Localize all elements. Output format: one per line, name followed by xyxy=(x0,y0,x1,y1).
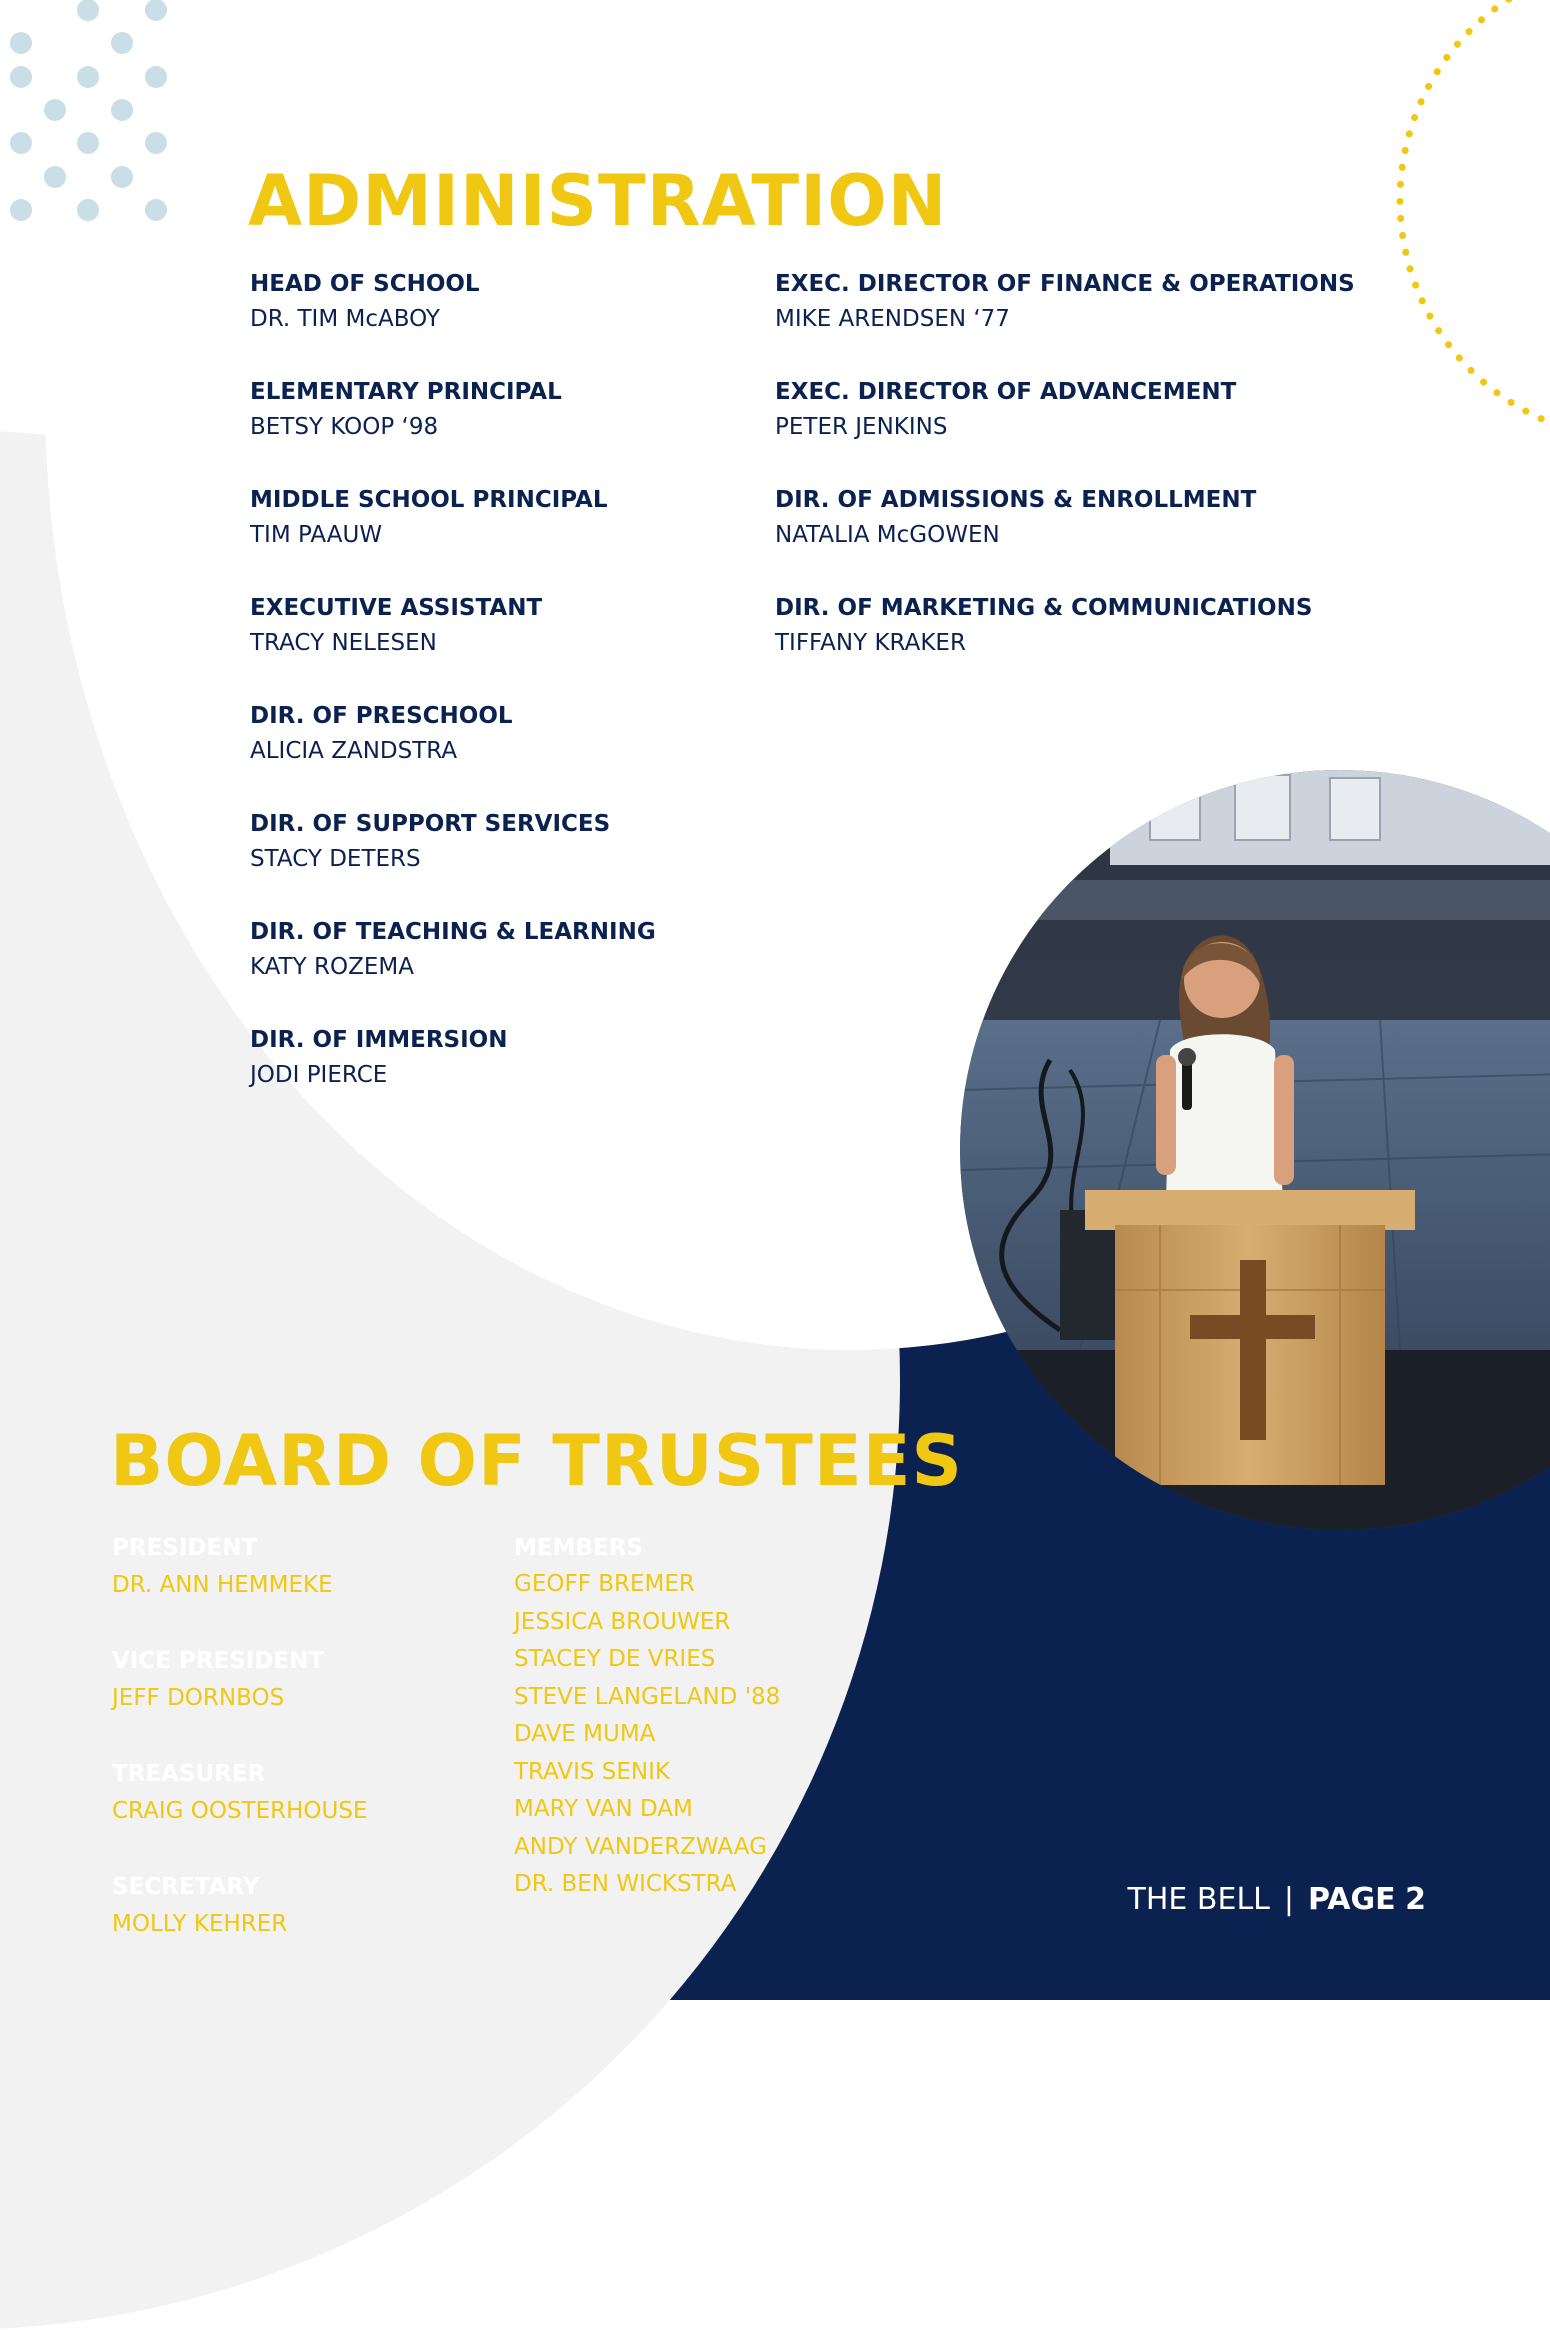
administration-title: ADMINISTRATION xyxy=(248,160,948,242)
member-name: TRAVIS SENIK xyxy=(514,1758,670,1785)
member-name: JESSICA BROUWER xyxy=(514,1608,731,1635)
officer-role: SECRETARY xyxy=(112,1874,260,1900)
member-name: GEOFF BREMER xyxy=(514,1571,695,1597)
officer-role: VICE PRESIDENT xyxy=(112,1648,325,1674)
staff-name: TIM PAAUW xyxy=(250,522,383,548)
staff-entry xyxy=(250,268,656,376)
staff-entry xyxy=(250,1024,656,1132)
members-heading: MEMBERS xyxy=(514,1535,644,1561)
board-members-column xyxy=(514,1530,780,1904)
dotted-ring-decoration xyxy=(1390,0,1550,460)
staff-entry xyxy=(250,376,656,484)
officer-role: PRESIDENT xyxy=(112,1535,258,1561)
member-name: DAVE MUMA xyxy=(514,1721,656,1747)
staff-name: PETER JENKINS xyxy=(775,414,948,440)
staff-name: JODI PIERCE xyxy=(250,1062,388,1088)
staff-entry xyxy=(775,592,1355,700)
board-of-trustees-title: BOARD OF TRUSTEES xyxy=(110,1420,963,1502)
officer-name: MOLLY KEHRER xyxy=(112,1911,288,1937)
staff-role: DIR. OF MARKETING & COMMUNICATIONS xyxy=(775,595,1313,621)
page-label: PAGE xyxy=(1308,1882,1396,1917)
staff-name: NATALIA McGOWEN xyxy=(775,522,1000,548)
page-footer xyxy=(1128,1882,1426,1917)
dot-pattern-decoration xyxy=(0,0,180,230)
board-officer-entry xyxy=(112,1530,368,1643)
staff-entry xyxy=(250,808,656,916)
staff-entry xyxy=(775,376,1355,484)
staff-role: DIR. OF PRESCHOOL xyxy=(250,703,513,729)
staff-entry xyxy=(250,916,656,1024)
staff-entry xyxy=(250,592,656,700)
administration-right-column xyxy=(775,268,1355,700)
board-officer-entry xyxy=(112,1756,368,1869)
staff-entry xyxy=(250,484,656,592)
staff-role: DIR. OF IMMERSION xyxy=(250,1027,508,1053)
staff-entry xyxy=(775,484,1355,592)
staff-role: EXEC. DIRECTOR OF ADVANCEMENT xyxy=(775,379,1237,405)
board-officer-entry xyxy=(112,1643,368,1756)
board-officers-column xyxy=(112,1530,368,1982)
staff-name: DR. TIM McABOY xyxy=(250,306,440,332)
member-name: DR. BEN WICKSTRA xyxy=(514,1871,737,1897)
staff-name: ALICIA ZANDSTRA xyxy=(250,738,458,764)
staff-name: STACY DETERS xyxy=(250,846,421,872)
officer-name: CRAIG OOSTERHOUSE xyxy=(112,1798,368,1824)
footer-separator: | xyxy=(1283,1882,1294,1917)
staff-name: TRACY NELESEN xyxy=(250,630,437,656)
staff-role: DIR. OF TEACHING & LEARNING xyxy=(250,919,656,945)
staff-role: ELEMENTARY PRINCIPAL xyxy=(250,379,562,405)
officer-role: TREASURER xyxy=(112,1761,266,1787)
staff-role: DIR. OF ADMISSIONS & ENROLLMENT xyxy=(775,487,1257,513)
officer-name: JEFF DORNBOS xyxy=(112,1685,285,1711)
board-officer-entry xyxy=(112,1869,368,1982)
administration-left-column xyxy=(250,268,656,1132)
staff-entry xyxy=(775,268,1355,376)
officer-name: DR. ANN HEMMEKE xyxy=(112,1572,333,1598)
staff-role: MIDDLE SCHOOL PRINCIPAL xyxy=(250,487,608,513)
staff-name: TIFFANY KRAKER xyxy=(775,630,966,656)
staff-role: EXECUTIVE ASSISTANT xyxy=(250,595,543,621)
staff-name: MIKE ARENDSEN ‘77 xyxy=(775,306,1010,332)
staff-entry xyxy=(250,700,656,808)
publication-name: THE BELL xyxy=(1127,1882,1270,1917)
page-number: 2 xyxy=(1405,1882,1426,1917)
staff-role: EXEC. DIRECTOR OF FINANCE & OPERATIONS xyxy=(775,271,1355,297)
member-name: ANDY VANDERZWAAG xyxy=(514,1833,767,1860)
staff-name: BETSY KOOP ‘98 xyxy=(250,414,439,440)
staff-role: DIR. OF SUPPORT SERVICES xyxy=(250,811,611,837)
staff-name: KATY ROZEMA xyxy=(250,954,414,980)
member-name: STEVE LANGELAND '88 xyxy=(514,1683,781,1710)
staff-role: HEAD OF SCHOOL xyxy=(250,271,480,297)
member-name: MARY VAN DAM xyxy=(514,1796,693,1822)
member-name: STACEY DE VRIES xyxy=(514,1646,716,1672)
